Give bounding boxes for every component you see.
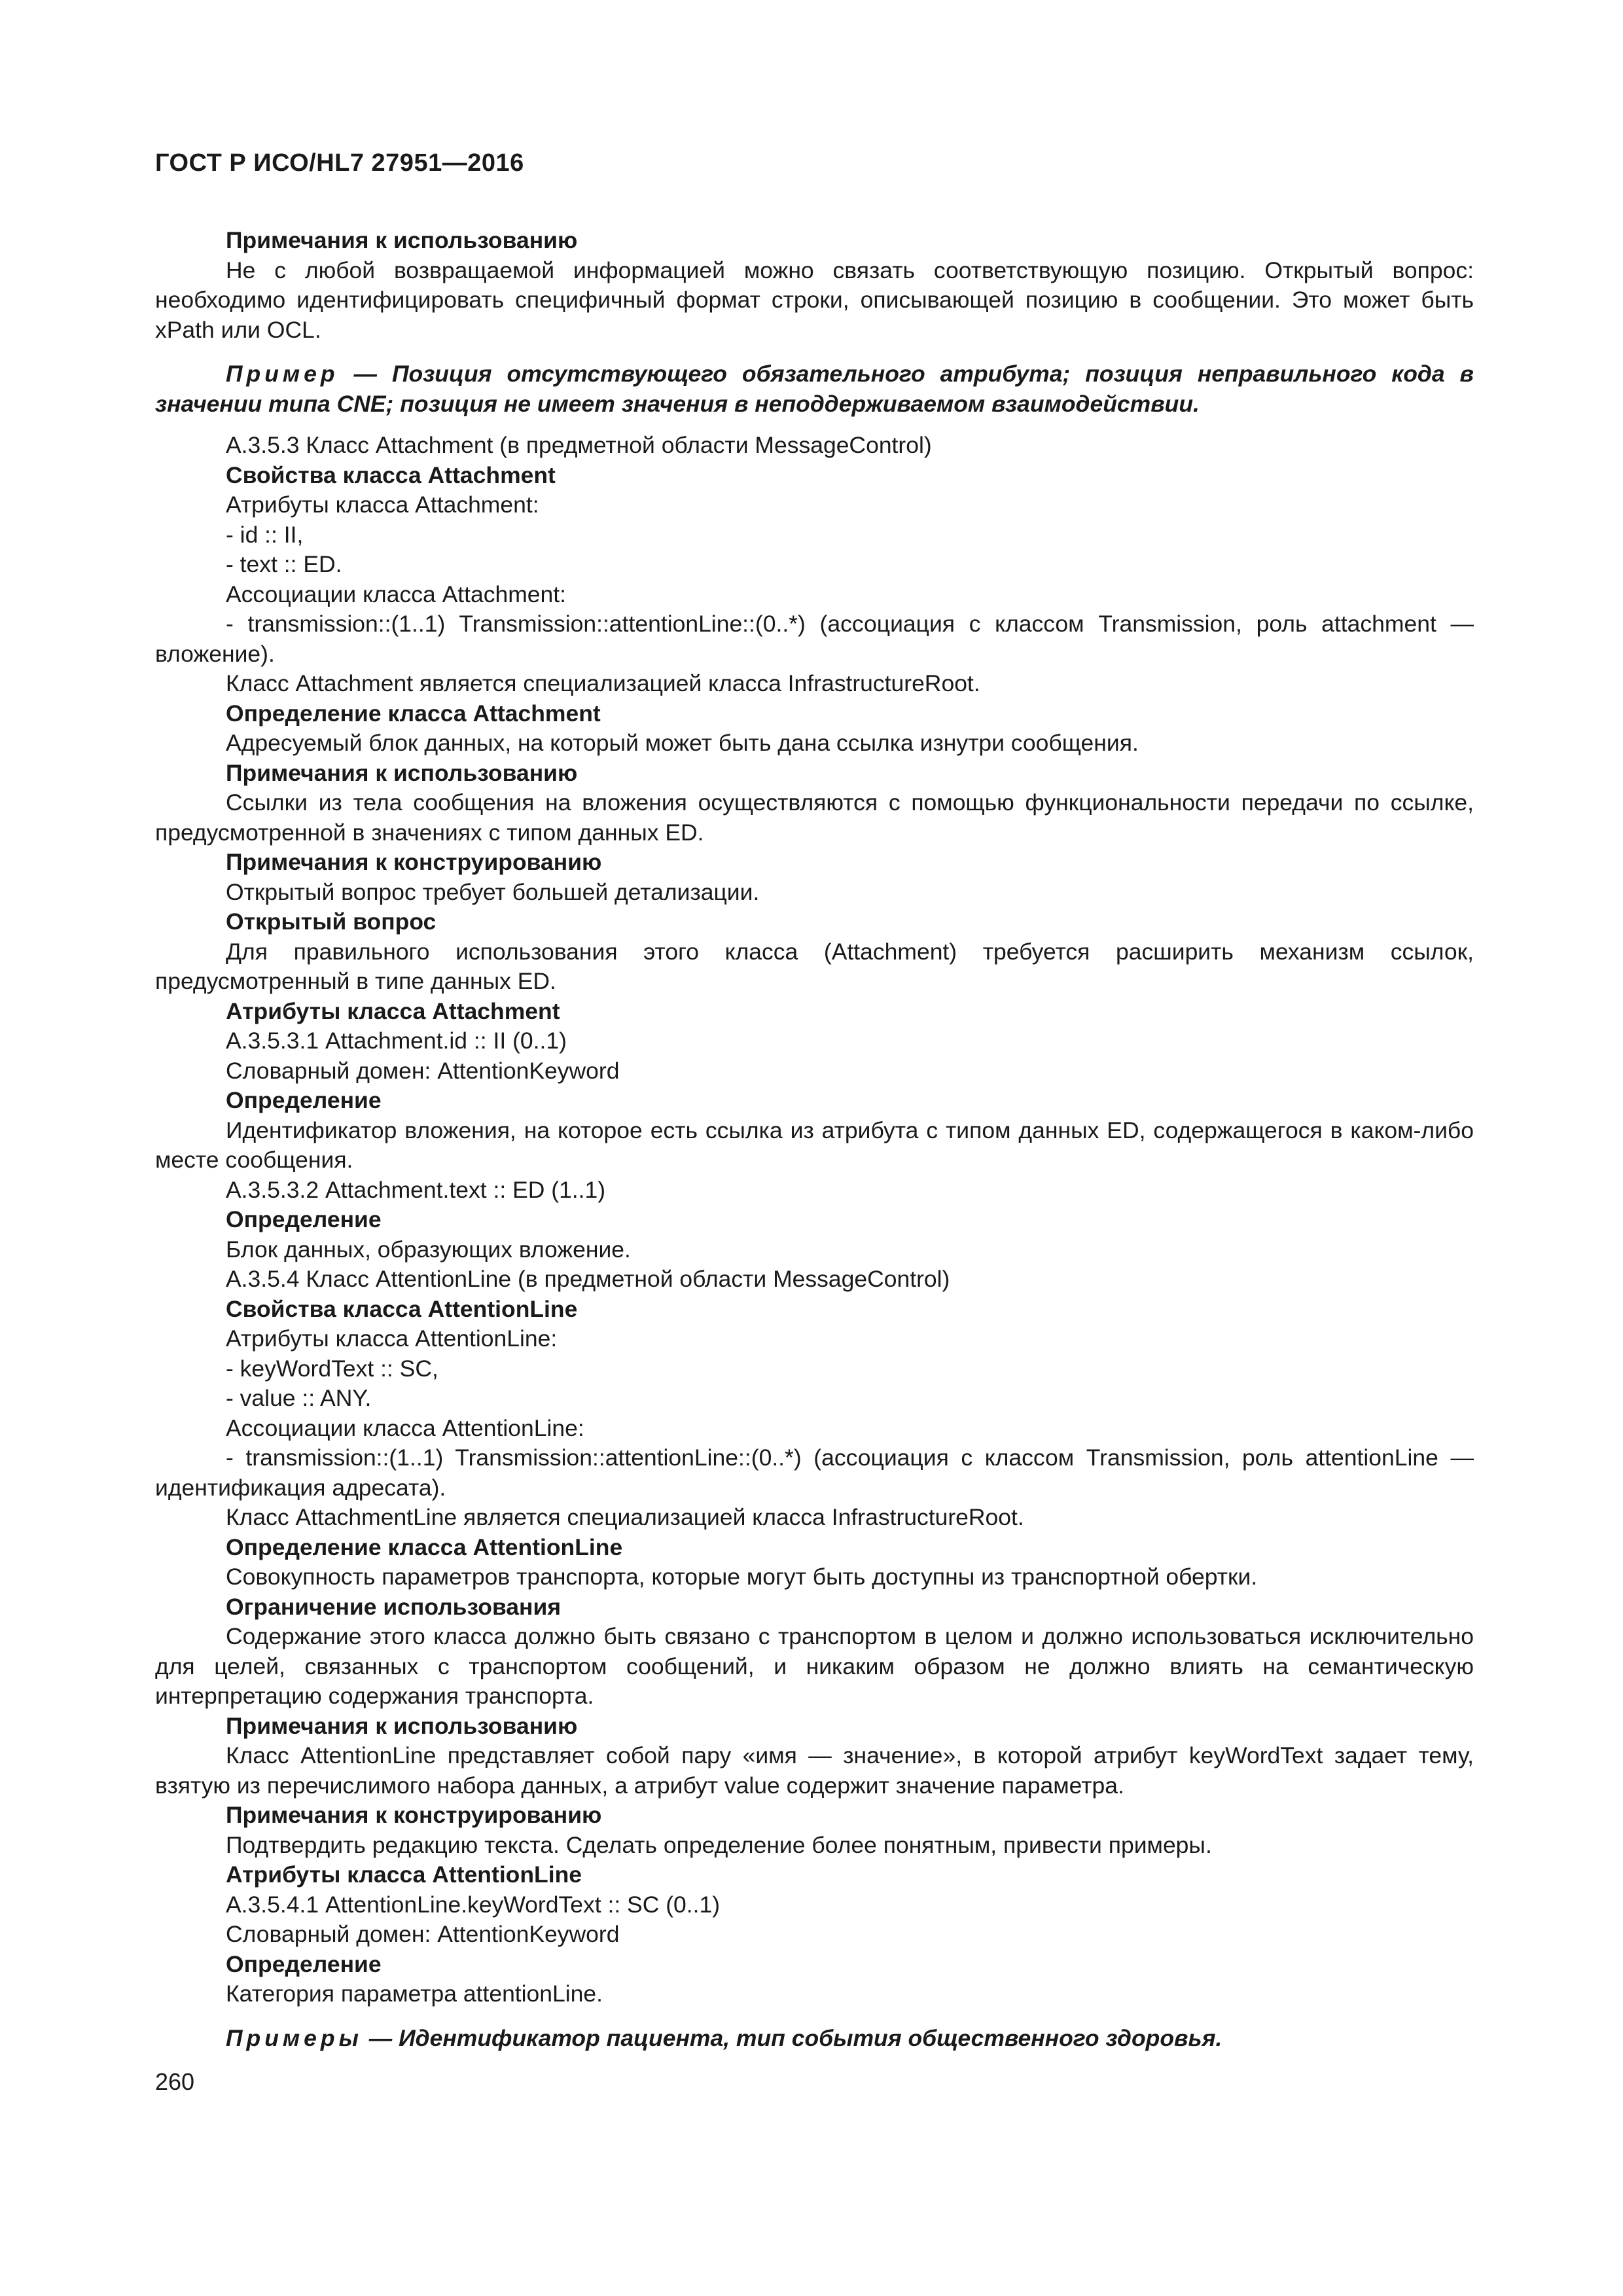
subheading: Примечания к использованию: [226, 1712, 578, 1739]
paragraph: Не с любой возвращаемой информацией можно связать соответствующую позицию. Открытый вопрос: необходимо идентифицировать специфичный формат строки, описывающей позицию в сообщении. Это может быть xPath или OCL.: [155, 257, 1474, 343]
usage-notes-heading: Примечания к использованию: [226, 227, 578, 253]
paragraph: Категория параметра attentionLine.: [226, 1981, 603, 2007]
paragraph: Класс Attachment является специализацией класса InfrastructureRoot.: [226, 670, 980, 696]
paragraph: Идентификатор вложения, на которое есть ссылка из атрибута с типом данных ED, содержащегося в каком-либо месте сообщения.: [155, 1117, 1474, 1173]
subheading: Атрибуты класса Attachment: [226, 997, 560, 1024]
example-lead: Пример: [226, 361, 339, 387]
list-item: - transmission::(1..1) Transmission::attentionLine::(0..*) (ассоциация с классом Transmission, роль attachment — вложение).: [155, 611, 1474, 667]
subheading: Определение: [226, 1950, 382, 1977]
subheading: Свойства класса Attachment: [226, 461, 556, 488]
list-item: - keyWordText :: SC,: [226, 1355, 438, 1382]
paragraph: Словарный домен: AttentionKeyword: [226, 1921, 620, 1947]
examples-text: — Идентификатор пациента, тип события общественного здоровья.: [362, 2024, 1222, 2051]
list-item: - transmission::(1..1) Transmission::attentionLine::(0..*) (ассоциация с классом Transmission, роль attentionLine — идентификация адресата).: [155, 1444, 1474, 1501]
paragraph: Для правильного использования этого класса (Attachment) требуется расширить механизм ссылок, предусмотренный в типе данных ED.: [155, 938, 1474, 994]
subheading: Определение: [226, 1087, 382, 1113]
document-header: ГОСТ Р ИСО/HL7 27951—2016: [155, 149, 524, 177]
subheading: Свойства класса AttentionLine: [226, 1295, 578, 1322]
examples-note: [155, 2024, 1474, 2054]
paragraph: Открытый вопрос требует большей детализации.: [226, 878, 760, 905]
subheading: Определение: [226, 1206, 382, 1232]
page-number: 260: [155, 2068, 195, 2095]
list-item: - text :: ED.: [226, 551, 342, 577]
section-title: А.3.5.4 Класс AttentionLine (в предметной области MessageControl): [226, 1266, 950, 1292]
paragraph: Совокупность параметров транспорта, которые могут быть доступны из транспортной обертки.: [226, 1564, 1258, 1590]
paragraph: Атрибуты класса AttentionLine:: [226, 1325, 558, 1352]
paragraph: Ассоциации класса Attachment:: [226, 581, 567, 607]
subheading: Примечания к конструированию: [226, 1802, 602, 1828]
list-item: - id :: II,: [226, 521, 304, 548]
examples-lead: Примеры: [226, 2024, 363, 2051]
paragraph: Ассоциации класса AttentionLine:: [226, 1414, 584, 1441]
subheading: Открытый вопрос: [226, 908, 437, 935]
paragraph: Блок данных, образующих вложение.: [226, 1236, 631, 1263]
subheading: Определение класса Attachment: [226, 700, 601, 726]
subheading: Атрибуты класса AttentionLine: [226, 1861, 582, 1888]
paragraph: Подтвердить редакцию текста. Сделать определение более понятным, привести примеры.: [226, 1831, 1212, 1858]
paragraph: Класс AttachmentLine является специализацией класса InfrastructureRoot.: [226, 1504, 1024, 1530]
paragraph: Ссылки из тела сообщения на вложения осуществляются с помощью функциональности передачи по ссылке, предусмотренной в значениях с типом данных ED.: [155, 789, 1474, 846]
subheading: Примечания к конструированию: [226, 849, 602, 875]
section-title: А.3.5.3 Класс Attachment (в предметной области MessageControl): [226, 432, 932, 458]
paragraph: Словарный домен: AttentionKeyword: [226, 1057, 620, 1084]
document-body: [155, 226, 1474, 2053]
subheading: Примечания к использованию: [226, 759, 578, 786]
list-item: - value :: ANY.: [226, 1385, 372, 1411]
section-title: А.3.5.3.1 Attachment.id :: II (0..1): [226, 1028, 567, 1054]
subheading: Ограничение использования: [226, 1593, 562, 1620]
paragraph: Атрибуты класса Attachment:: [226, 492, 539, 518]
example-note: [155, 359, 1474, 419]
section-title: А.3.5.3.2 Attachment.text :: ED (1..1): [226, 1176, 606, 1203]
example-text: — Позиция отсутствующего обязательного атрибута; позиция неправильного кода в значении типа CNE; позиция не имеет значения в неподдерживаемом взаимодействии.: [155, 361, 1474, 417]
paragraph: Класс AttentionLine представляет собой пару «имя — значение», в которой атрибут keyWordText задает тему, взятую из перечислимого набора данных, а атрибут value содержит значение параметра.: [155, 1742, 1474, 1799]
paragraph: Адресуемый блок данных, на который может быть дана ссылка изнутри сообщения.: [226, 730, 1139, 756]
paragraph: Содержание этого класса должно быть связано с транспортом в целом и должно использоваться исключительно для целей, связанных с транспортом сообщений, и никаким образом не должно влиять на семантическую интерпретацию содержания транспорта.: [155, 1623, 1474, 1709]
subheading: Определение класса AttentionLine: [226, 1534, 623, 1560]
section-title: А.3.5.4.1 AttentionLine.keyWordText :: SC (0..1): [226, 1891, 721, 1918]
